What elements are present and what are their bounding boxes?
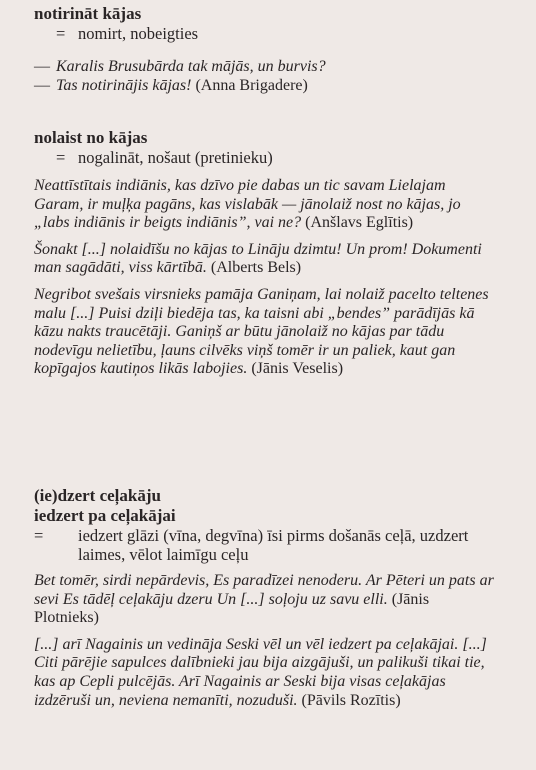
headword: iedzert pa ceļakājai xyxy=(34,506,176,525)
example-source: (Pāvils Rozītis) xyxy=(301,691,401,709)
headword: (ie)dzert ceļakāju xyxy=(34,486,161,505)
headword: notirināt kājas xyxy=(34,4,142,23)
entry-nolaist-no-kajas xyxy=(0,128,536,379)
definition: = nomirt, nobeigties xyxy=(56,24,199,43)
example-quote: Bet tomēr, sirdi nepārdevis, Es paradīzei nenoderu. Ar Pēteri un pats ar sevi Es tādēļ ceļakāju dzeru Un [...] soļoju uz savu elli. (Jānis Plotnieks) xyxy=(34,572,494,627)
example-quote: Šonakt [...] nolaidīšu no kājas to Lināju dzimtu! Un prom! Dokumenti man sagādāti, viss kārtībā. (Alberts Bels) xyxy=(34,240,482,277)
example-source: (Jānis Plotnieks) xyxy=(34,590,430,627)
definition: = nogalināt, nošaut (pretinieku) xyxy=(56,148,273,167)
example-source: (Alberts Bels) xyxy=(210,259,302,277)
example-quote: Negribot svešais virsnieks pamāja Ganiņam, lai nolaiž pacelto teltenes malu [...] Puisi dziļi biedēja tas, ka taisni abi „bendes” parādījās kā kāzu nakts traucētāji. Ganiņš ar būtu jānolaiž no kājas par tādu nodevīgu nelietību, ļauns cilvēks viņš tomēr ir un paliek, kaut gan kopīgajos kautiņos likās labojies. (Jānis Veselis) xyxy=(34,285,489,378)
entry-iedzert-celakaju xyxy=(0,486,536,710)
example-quote: — Karalis Brusubārda tak mājās, un burvis? xyxy=(34,58,326,75)
equals-sign: = xyxy=(56,148,66,167)
example-quote: — Tas notirinājis kājas! (Anna Brigadere) xyxy=(34,77,308,94)
example-source: (Anšlavs Eglītis) xyxy=(305,214,414,232)
example-source: (Jānis Veselis) xyxy=(251,360,344,378)
definition: = iedzert glāzi (vīna, degvīna) īsi pirms došanās ceļā, uzdzert laimes, vēlot laimīgu ceļu xyxy=(34,526,469,564)
example-source: (Anna Brigadere) xyxy=(195,77,308,94)
example-quote: Neattīstītais indiānis, kas dzīvo pie dabas un tic savam Lielajam Garam, ir muļķa pagāns, kas vislabāk — jānolaiž nost no kājas, jo „labs indiānis ir beigts indiānis”, vai ne? (Anšlavs Eglītis) xyxy=(34,177,461,232)
example-quote: [...] arī Nagainis un vedināja Seski vēl un vēl iedzert pa ceļakājai. [...] Citi pārējie sapulces dalībnieki jau bija aizgājuši, un palikuši tikai tie, kas ap Cepli pulcējās. Arī Nagainis ar Seski bija visas ceļakājas izdzēruši un, neviena nemanīti, nozuduši. (Pāvils Rozītis) xyxy=(34,635,487,709)
equals-sign: = xyxy=(34,526,44,545)
equals-sign: = xyxy=(56,24,66,43)
headword: nolaist no kājas xyxy=(34,128,148,147)
entry-notirinat-kajas xyxy=(0,4,536,95)
